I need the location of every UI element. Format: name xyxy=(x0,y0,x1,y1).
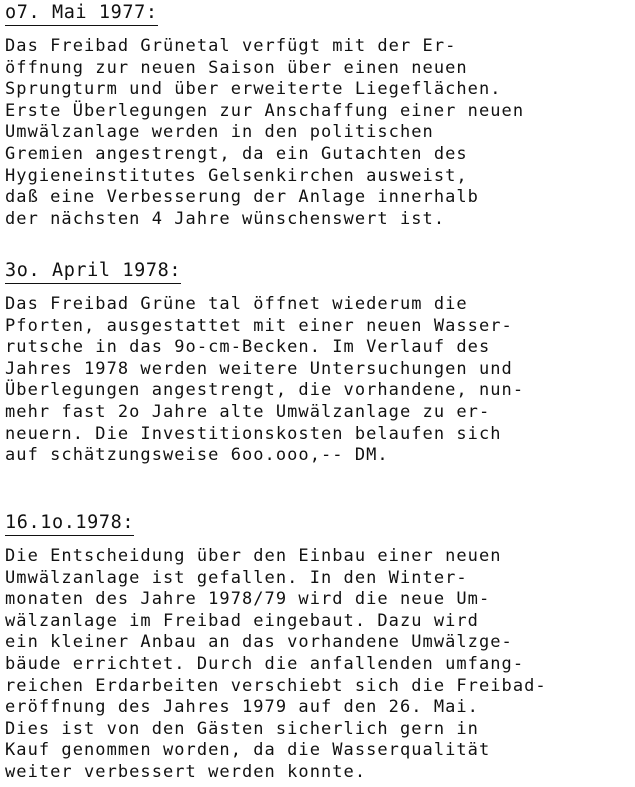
text-line: Umwälzanlage ist gefallen. In den Winter- xyxy=(5,567,468,588)
text-line: Jahres 1978 werden weitere Untersuchungen und xyxy=(5,358,513,379)
text-line: ein kleiner Anbau an das vorhandene Umwälzge- xyxy=(5,632,513,653)
text-line: wälzanlage im Freibad eingebaut. Dazu wird xyxy=(5,610,479,631)
text-line: Erste Überlegungen zur Anschaffung einer neuen xyxy=(5,100,525,121)
text-line: daß eine Verbesserung der Anlage innerhalb xyxy=(5,187,479,208)
text-line: Das Freibad Grüne tal öffnet wiederum die xyxy=(5,294,468,314)
text-line: öffnung zur neuen Saison über einen neuen xyxy=(5,57,468,78)
text-line: Gremien angestrengt, da ein Gutachten des xyxy=(5,143,468,164)
text-line: rutsche in das 9o-cm-Becken. Im Verlauf des xyxy=(5,337,491,358)
entry-text xyxy=(5,36,633,230)
text-line: eröffnung des Jahres 1979 auf den 26. Mai. xyxy=(5,697,479,718)
text-line: Pforten, ausgestattet mit einer neuen Wasser- xyxy=(5,315,513,336)
entry-date: o7. Mai 1977: xyxy=(5,2,158,26)
text-line: Kauf genommen worden, da die Wasserqualität xyxy=(5,740,491,761)
chronicle-entry-1977 xyxy=(5,2,633,230)
entry-date: 16.1o.1978: xyxy=(5,512,134,536)
text-line: auf schätzungsweise 6oo.ooo,-- DM. xyxy=(5,445,389,466)
text-line: Umwälzanlage werden in den politischen xyxy=(5,122,434,143)
text-line: neuern. Die Investitionskosten belaufen sich xyxy=(5,423,502,444)
chronicle-entry-1978-october xyxy=(5,512,633,784)
text-line: Überlegungen angestrengt, die vorhandene, nun- xyxy=(5,380,525,401)
text-line: bäude errichtet. Durch die anfallenden umfang- xyxy=(5,653,525,674)
chronicle-entry-1978-april xyxy=(5,260,633,467)
text-line: reichen Erdarbeiten verschiebt sich die Freibad- xyxy=(5,675,547,696)
text-line: Die Entscheidung über den Einbau einer neuen xyxy=(5,546,502,566)
entry-text xyxy=(5,294,633,467)
entry-date: 3o. April 1978: xyxy=(5,260,181,284)
text-line: Dies ist von den Gästen sicherlich gern in xyxy=(5,718,479,739)
text-line: Sprungturm und über erweiterte Liegeflächen. xyxy=(5,79,502,100)
text-line: Das Freibad Grünetal verfügt mit der Er- xyxy=(5,36,457,56)
text-line: der nächsten 4 Jahre wünschenswert ist. xyxy=(5,208,446,229)
text-line: weiter verbessert werden konnte. xyxy=(5,761,367,782)
text-line: mehr fast 2o Jahre alte Umwälzanlage zu er- xyxy=(5,401,491,422)
entry-text xyxy=(5,546,633,784)
text-line: monaten des Jahre 1978/79 wird die neue Um- xyxy=(5,589,491,610)
text-line: Hygieneinstitutes Gelsenkirchen ausweist, xyxy=(5,165,468,186)
